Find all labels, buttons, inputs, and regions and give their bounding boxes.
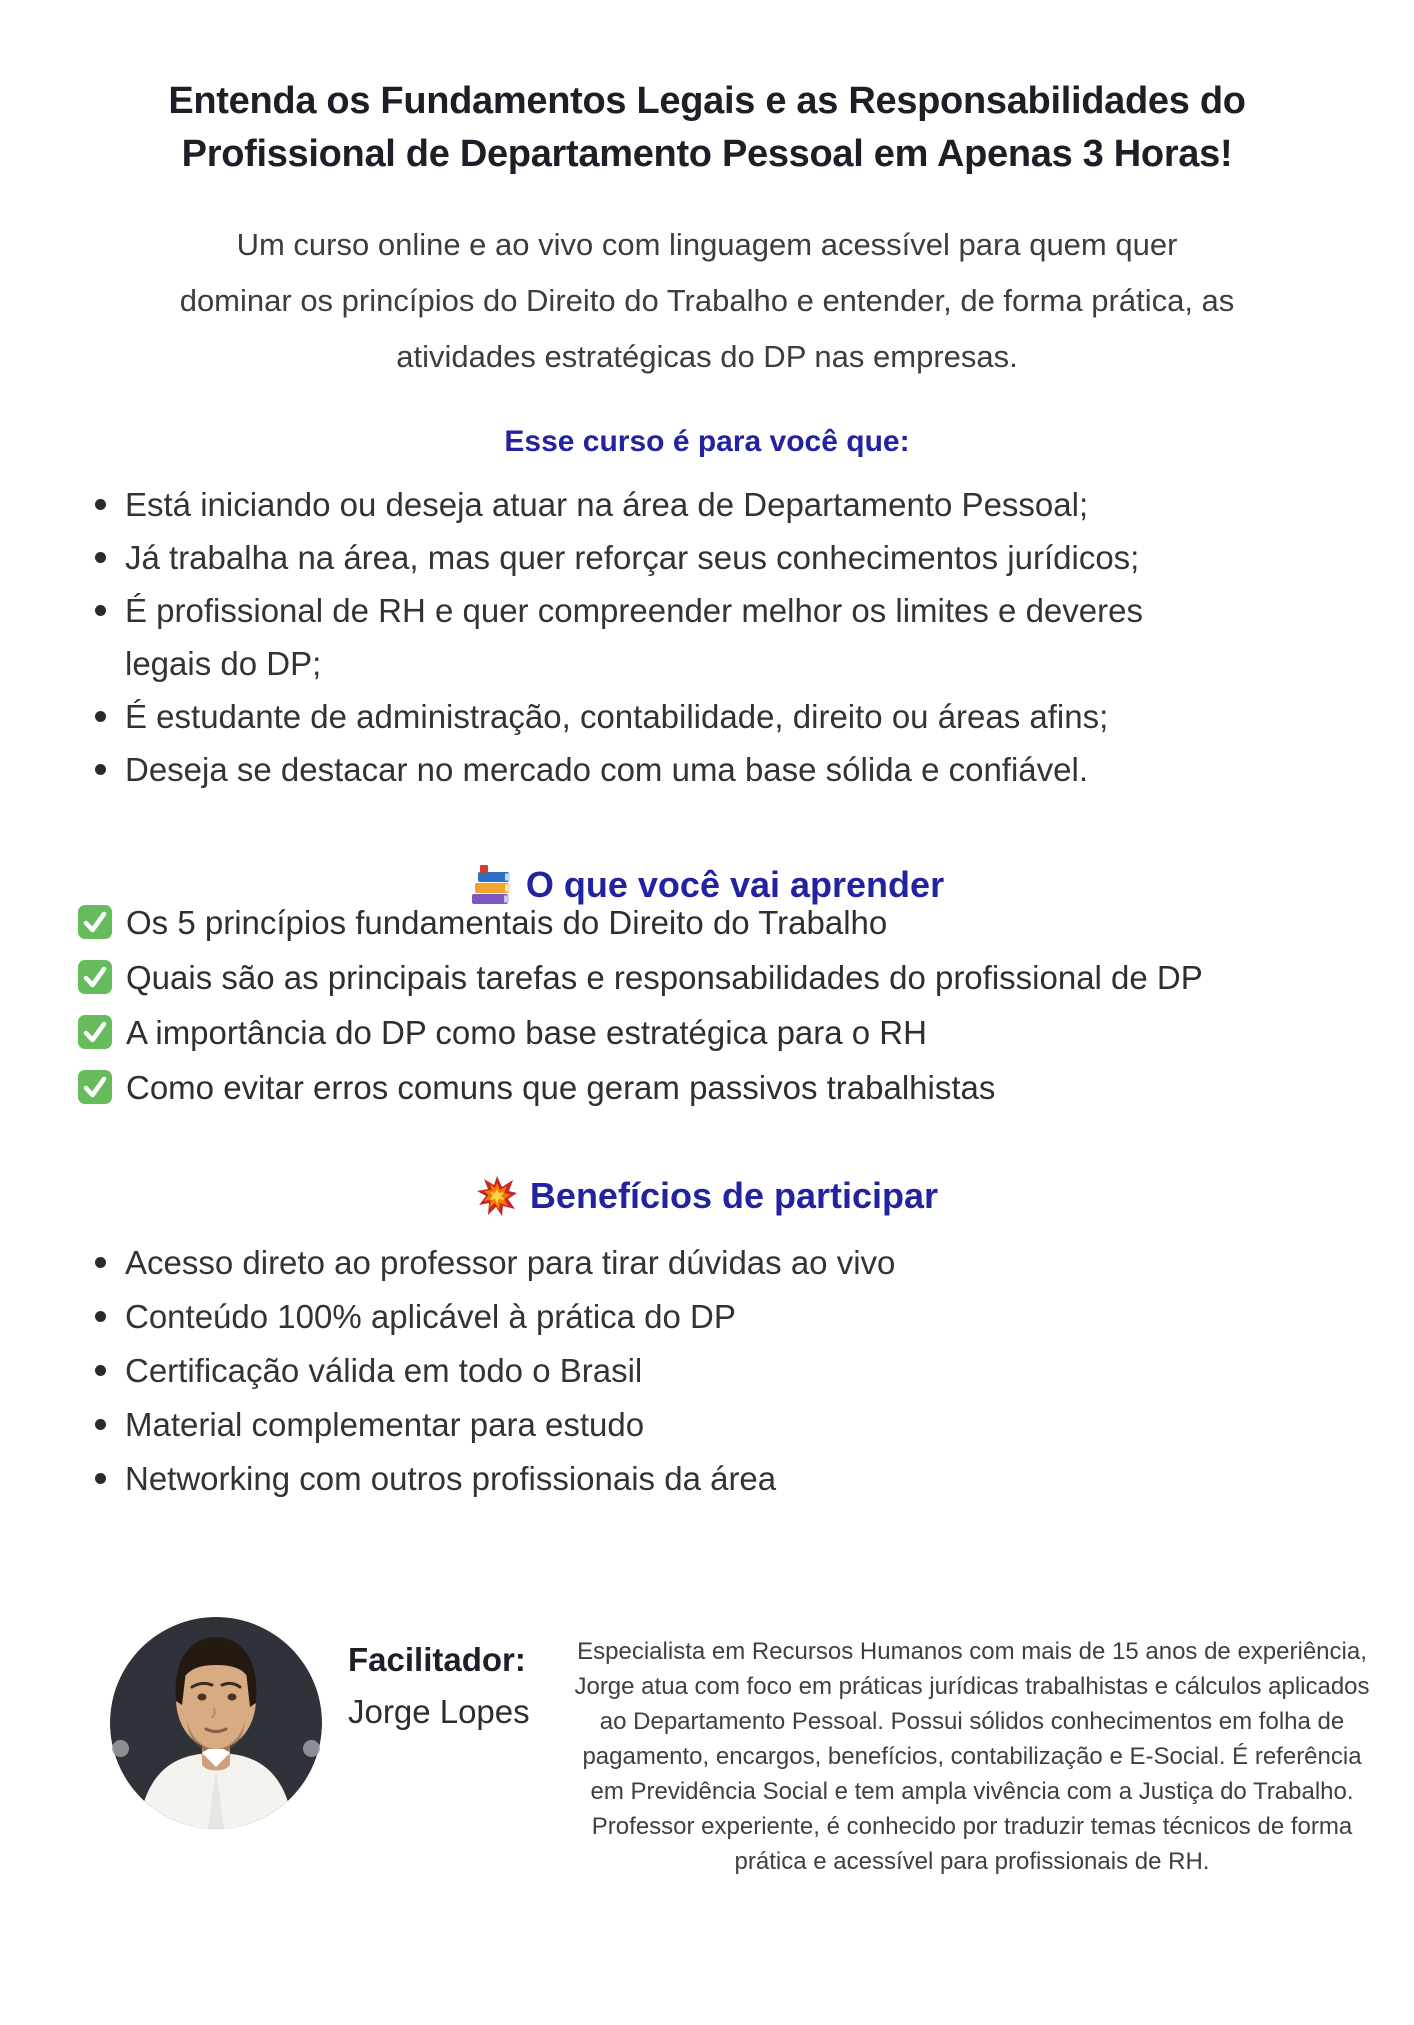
bullet-icon (95, 1473, 106, 1484)
audience-list (0, 478, 1225, 796)
bullet-icon (95, 1257, 106, 1268)
bullet-icon (95, 1311, 106, 1322)
bullet-icon (95, 711, 106, 722)
list-item-text: Já trabalha na área, mas quer reforçar seus conhecimentos jurídicos; (125, 539, 1140, 577)
avatar (110, 1617, 322, 1829)
list-item-text: Networking com outros profissionais da área (125, 1460, 777, 1498)
list-item (125, 1452, 1285, 1506)
check-item (77, 1005, 1277, 1060)
facilitator-name: Jorge Lopes (348, 1693, 530, 1731)
collision-icon (476, 1175, 518, 1217)
check-item-text: Quais são as principais tarefas e responsabilidades do profissional de DP (126, 959, 1203, 997)
carousel-right-dot (303, 1740, 320, 1757)
list-item (125, 478, 1225, 531)
list-item (125, 531, 1225, 584)
check-icon (77, 901, 113, 937)
bullet-icon (95, 499, 106, 510)
list-item (125, 584, 1225, 690)
learn-list (0, 895, 1277, 1115)
page-title (0, 25, 1414, 181)
facilitator-label-block (348, 1634, 530, 1738)
list-item-text: Certificação válida em todo o Brasil (125, 1352, 643, 1390)
facilitator-section (0, 1506, 1414, 1915)
facilitator-bio: Especialista em Recursos Humanos com mais de 15 anos de experiência, Jorge atua com foco em práticas jurídicas trabalhistas e cálculos aplicados ao Departamento Pessoal. Possui sólidos conhecimentos em folha de pagamento, encargos, benefícios, contabilização e E-Social. É referência em Previdência Social e tem ampla vivência com a Justiça do Trabalho. Professor experiente, é conhecido por traduzir temas técnicos de forma prática e acessível para profissionais de RH. (574, 1638, 1370, 1876)
intro-paragraph: Um curso online e ao vivo com linguagem acessível para quem quer dominar os princípios do Direito do Trabalho e entender, de forma prática, as atividades estratégicas do DP nas empresas. (179, 227, 1235, 375)
check-item-text: Os 5 princípios fundamentais do Direito do Trabalho (126, 904, 888, 942)
facilitator-label: Facilitador: (348, 1641, 526, 1679)
list-item-text: É estudante de administração, contabilidade, direito ou áreas afins; (125, 698, 1109, 736)
check-icon (77, 1011, 113, 1047)
check-icon (77, 1066, 113, 1102)
benefits-heading-text: Benefícios de participar (529, 1175, 939, 1217)
facilitator-photo (110, 1617, 322, 1829)
check-item (77, 895, 1277, 950)
check-item (77, 1060, 1277, 1115)
benefits-heading (0, 1172, 1414, 1220)
bullet-icon (95, 605, 106, 616)
list-item (125, 1290, 1285, 1344)
list-item (125, 1344, 1285, 1398)
list-item-text: Acesso direto ao professor para tirar dúvidas ao vivo (125, 1244, 896, 1282)
list-item-text: Está iniciando ou deseja atuar na área de Departamento Pessoal; (125, 486, 1089, 524)
list-item-text: Deseja se destacar no mercado com uma base sólida e confiável. (125, 751, 1089, 789)
list-item (125, 1236, 1285, 1290)
check-item (77, 950, 1277, 1005)
learn-heading-text: O que você vai aprender (525, 864, 945, 906)
check-item-text: A importância do DP como base estratégica para o RH (126, 1014, 927, 1052)
bullet-icon (95, 552, 106, 563)
benefits-list (0, 1236, 1285, 1506)
check-item-text: Como evitar erros comuns que geram passivos trabalhistas (126, 1069, 996, 1107)
page-title-line1: Entenda os Fundamentos Legais e as Responsabilidades do (168, 80, 1246, 123)
page-title-line2: Profissional de Departamento Pessoal em Apenas 3 Horas! (181, 133, 1233, 176)
list-item (125, 690, 1225, 743)
bullet-icon (95, 764, 106, 775)
audience-heading: Esse curso é para você que: (504, 425, 910, 459)
bullet-icon (95, 1365, 106, 1376)
list-item (125, 743, 1225, 796)
list-item (125, 1398, 1285, 1452)
bullet-icon (95, 1419, 106, 1430)
course-flyer (0, 25, 1414, 2025)
list-item-text: Conteúdo 100% aplicável à prática do DP (125, 1298, 736, 1336)
check-icon (77, 956, 113, 992)
list-item-text: Material complementar para estudo (125, 1406, 645, 1444)
list-item-text: É profissional de RH e quer compreender melhor os limites e deveres legais do DP; (125, 592, 1143, 683)
